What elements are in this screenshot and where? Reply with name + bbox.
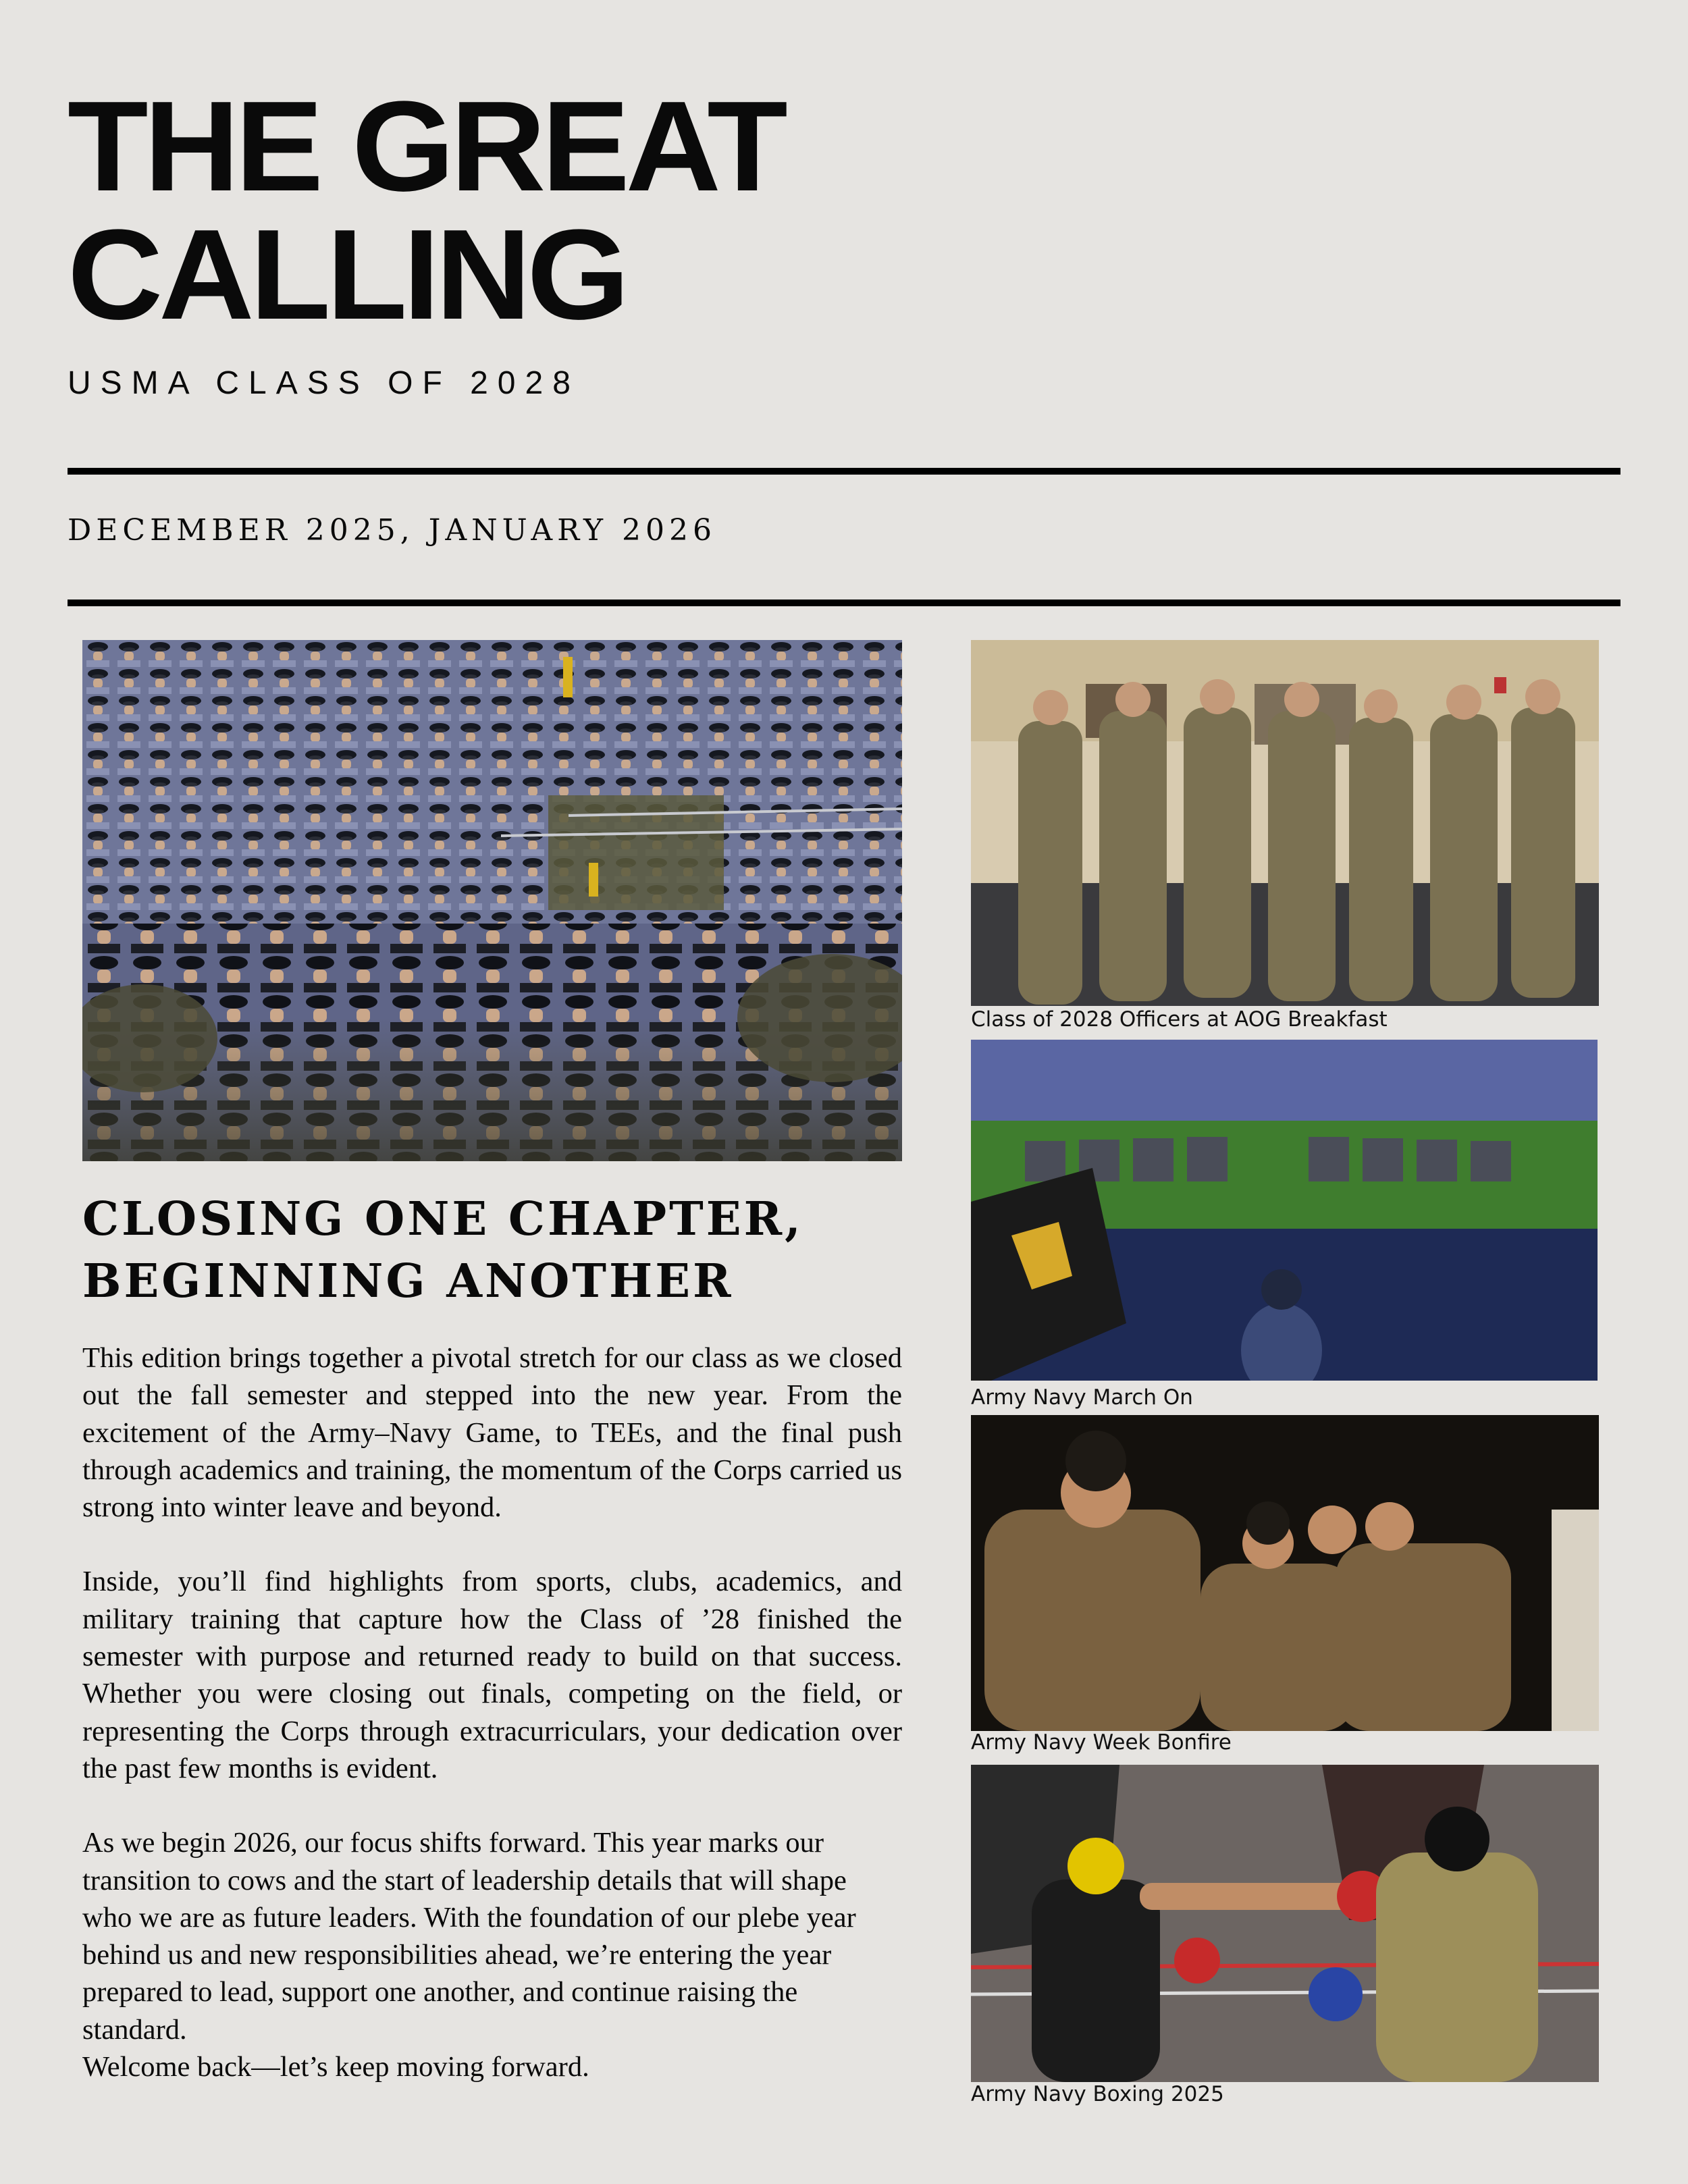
photo-bonfire [971, 1415, 1599, 1731]
paragraph-intro: This edition brings together a pivotal stretch for our class as we closed out the fall semester and stepped into the new year. From the excitement of the Army–Navy Game, to TEEs, and the final push through academics and training, the momentum of the Corps carried us strong into winter leave and beyond. [82, 1342, 902, 1524]
caption-march-on: Army Navy March On [971, 1385, 1193, 1410]
main-photo-cadets-saluting [82, 640, 902, 1161]
title-line-1: THE GREAT [68, 75, 784, 218]
article-body [82, 1339, 902, 2085]
bottom-divider [68, 600, 1620, 606]
newsletter-subtitle: USMA CLASS OF 2028 [68, 365, 580, 401]
title-line-2: CALLING [68, 203, 626, 346]
closing-line: Welcome back—let’s keep moving forward. [82, 2051, 589, 2083]
caption-boxing: Army Navy Boxing 2025 [971, 2082, 1224, 2106]
caption-class-officers: Class of 2028 Officers at AOG Breakfast [971, 1007, 1388, 1032]
caption-bonfire: Army Navy Week Bonfire [971, 1730, 1232, 1755]
article-headline [82, 1188, 906, 1312]
headline-line-1: CLOSING ONE CHAPTER, [82, 1192, 803, 1246]
photo-boxing [971, 1765, 1599, 2082]
photo-army-navy-march-on [971, 1040, 1598, 1381]
issue-date: DECEMBER 2025, JANUARY 2026 [68, 513, 716, 548]
newsletter-title [68, 75, 784, 346]
photo-class-officers [971, 640, 1599, 1006]
headline-line-2: BEGINNING ANOTHER [82, 1254, 734, 1308]
top-divider [68, 468, 1620, 475]
paragraph-highlights: Inside, you’ll find highlights from sports, clubs, academics, and military training that capture how the Class of ’28 finished the semester with purpose and returned ready to build on that success. Whether you were closing out finals, competing on the field, or representing the Corps through extracurriculars, your dedication over the past few months is evident. [82, 1566, 902, 1784]
paragraph-forward: As we begin 2026, our focus shifts forward. This year marks our transition to cows and the start of leadership details that will shape who we are as future leaders. With the foundation of our plebe year behind us and new responsibilities ahead, we’re entering the year prepared to lead, support one another, and continue raising the standard. [82, 1827, 856, 2046]
